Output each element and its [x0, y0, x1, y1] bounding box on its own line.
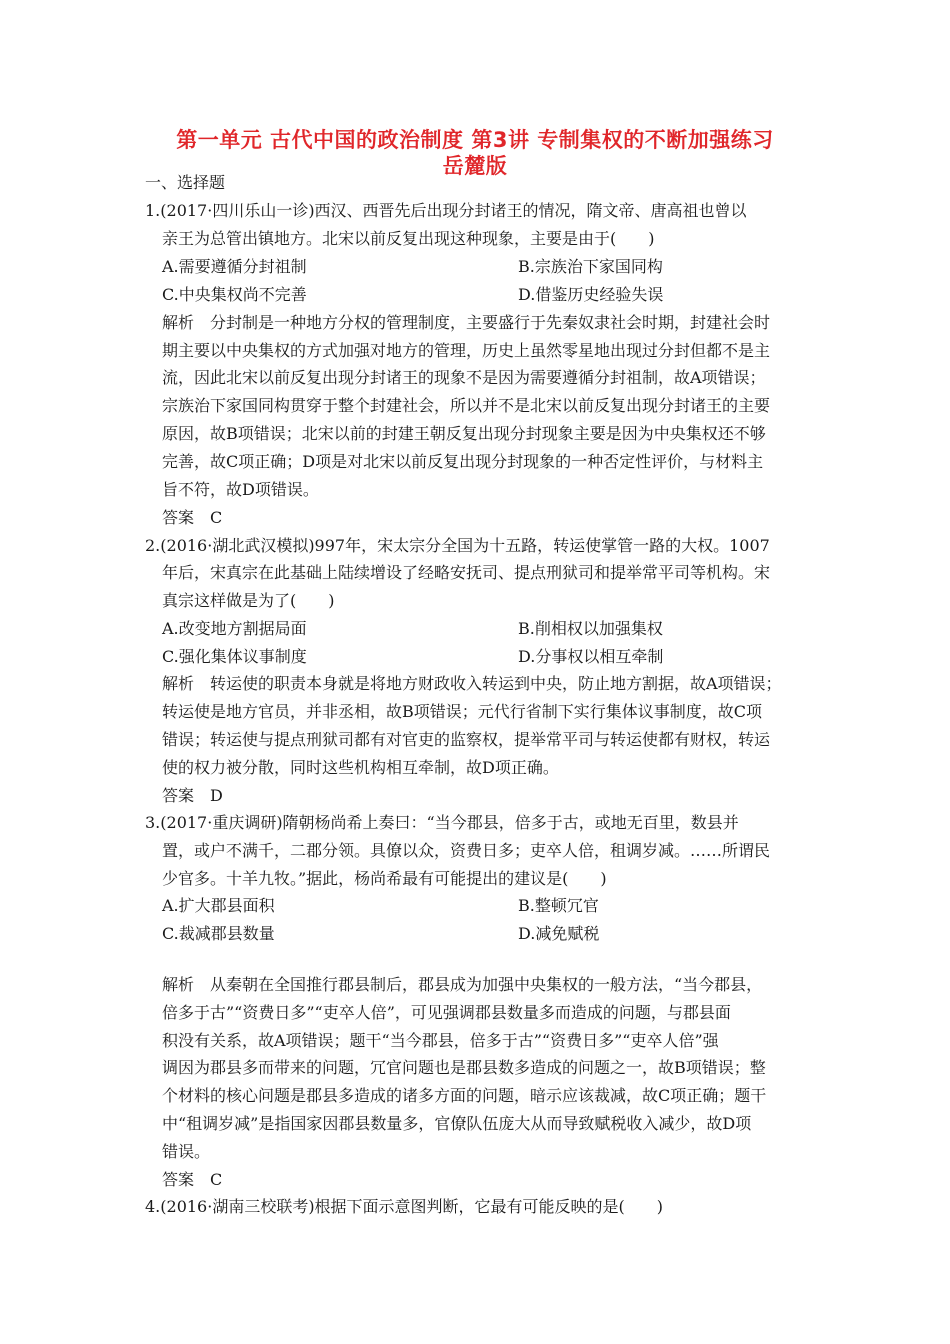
question-2-stem-line: 2.(2016·湖北武汉模拟)997年，宋太宗分全国为十五路，转运使掌管一路的大权。1007 [145, 536, 770, 555]
question-3-option-d: D.减免赋税 [518, 924, 600, 943]
question-2-stem-line: 年后，宋真宗在此基础上陆续增设了经略安抚司、提点刑狱司和提举常平司等机构。宋 [162, 563, 771, 582]
question-1-option-b: B.宗族治下家国同构 [518, 257, 663, 276]
question-3-explanation-line: 错误。 [162, 1142, 211, 1161]
document-title: 第一单元 古代中国的政治制度 第3讲 专制集权的不断加强练习 [176, 128, 774, 152]
question-1-explanation-line: 旨不符，故D项错误。 [162, 480, 319, 499]
question-2-option-a: A.改变地方割据局面 [162, 619, 307, 638]
question-1-explanation-line: 完善，故C项正确；D项是对北宋以前反复出现分封现象的一种否定性评价，与材料主 [162, 452, 764, 471]
question-4-stem-line: 4.(2016·湖南三校联考)根据下面示意图判断，它最有可能反映的是( ) [145, 1197, 664, 1216]
question-1-explanation-line: 宗族治下家国同构贯穿于整个封建社会，所以并不是北宋以前反复出现分封诸王的主要 [162, 396, 771, 415]
question-2-option-b: B.削相权以加强集权 [518, 619, 663, 638]
question-2-explanation-line: 转运使是地方官员，并非丞相，故B项错误；元代行省制下实行集体议事制度，故C项 [162, 702, 763, 721]
section-heading: 一、选择题 [145, 173, 226, 192]
question-1-explanation-line: 解析 分封制是一种地方分权的管理制度，主要盛行于先秦奴隶社会时期，封建社会时 [162, 313, 771, 332]
question-1-option-a: A.需要遵循分封祖制 [162, 257, 307, 276]
question-2-answer: 答案 D [162, 786, 223, 805]
question-3-answer: 答案 C [162, 1170, 223, 1189]
question-1-option-d: D.借鉴历史经验失误 [518, 285, 664, 304]
question-2-explanation-line: 使的权力被分散，同时这些机构相互牵制，故D项正确。 [162, 758, 559, 777]
question-3-explanation-line: 中“租调岁减”是指国家因郡县数量多，官僚队伍庞大从而导致赋税收入减少，故D项 [162, 1114, 752, 1133]
question-2-explanation-line: 错误；转运使与提点刑狱司都有对官吏的监察权，提举常平司与转运使都有财权，转运 [162, 730, 771, 749]
question-3-option-a: A.扩大郡县面积 [162, 896, 275, 915]
question-3-option-c: C.裁减郡县数量 [162, 924, 275, 943]
question-1-stem-line: 亲王为总管出镇地方。北宋以前反复出现这种现象，主要是由于( ) [162, 229, 655, 248]
question-3-explanation-line: 个材料的核心问题是郡县多造成的诸多方面的问题，暗示应该裁减，故C项正确；题干 [162, 1086, 767, 1105]
question-3-explanation-line: 解析 从秦朝在全国推行郡县制后，郡县成为加强中央集权的一般方法，“当今郡县， [162, 975, 763, 994]
question-3-stem-line: 3.(2017·重庆调研)隋朝杨尚希上奏曰：“当今郡县，倍多于古，或地无百里，数县并 [145, 813, 739, 832]
question-1-stem-line: 1.(2017·四川乐山一诊)西汉、西晋先后出现分封诸王的情况，隋文帝、唐高祖也曾以 [145, 201, 747, 220]
question-3-option-b: B.整顿冗官 [518, 896, 599, 915]
question-1-option-c: C.中央集权尚不完善 [162, 285, 307, 304]
document-subtitle: 岳麓版 [442, 154, 508, 178]
question-2-option-c: C.强化集体议事制度 [162, 647, 307, 666]
question-2-option-d: D.分事权以相互牵制 [518, 647, 664, 666]
question-3-explanation-line: 倍多于古”“资费日多”“吏卒人倍”，可见强调郡县数量多而造成的问题，与郡县面 [162, 1003, 731, 1022]
question-2-stem-line: 真宗这样做是为了( ) [162, 591, 335, 610]
question-1-explanation-line: 期主要以中央集权的方式加强对地方的管理，历史上虽然零星地出现过分封但都不是主 [162, 341, 771, 360]
question-1-explanation-line: 原因，故B项错误；北宋以前的封建王朝反复出现分封现象主要是因为中央集权还不够 [162, 424, 766, 443]
question-3-explanation-line: 调因为郡县多而带来的问题，冗官问题也是郡县数多造成的问题之一，故B项错误；整 [162, 1058, 766, 1077]
question-2-explanation-line: 解析 转运使的职责本身就是将地方财政收入转运到中央，防止地方割据，故A项错误； [162, 674, 782, 693]
question-3-stem-line: 少官多。十羊九牧。”据此，杨尚希最有可能提出的建议是( ) [162, 869, 607, 888]
question-3-stem-line: 置，或户不满千，二郡分领。具僚以众，资费日多；吏卒人倍，租调岁减。……所谓民 [162, 841, 771, 860]
question-3-explanation-line: 积没有关系，故A项错误；题干“当今郡县，倍多于古”“资费日多”“吏卒人倍”强 [162, 1031, 719, 1050]
question-1-answer: 答案 C [162, 508, 223, 527]
question-1-explanation-line: 流，因此北宋以前反复出现分封诸王的现象不是因为需要遵循分封祖制，故A项错误； [162, 368, 766, 387]
